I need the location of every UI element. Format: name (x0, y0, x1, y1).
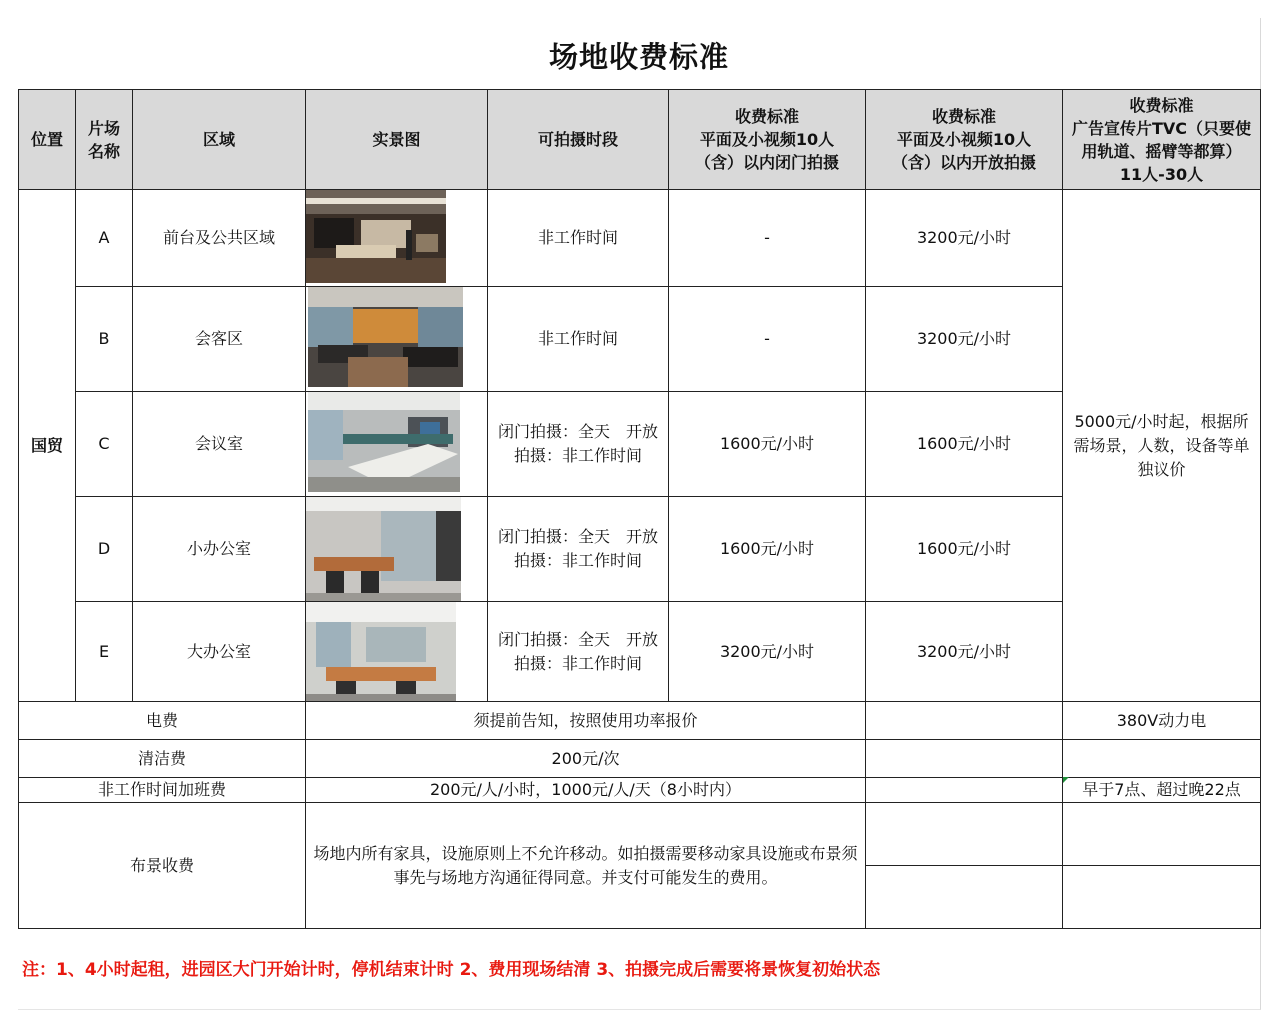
closed-price: - (669, 287, 866, 392)
meeting-room-photo (308, 392, 460, 492)
open-price: 3200元/小时 (866, 190, 1063, 287)
header-time-slot: 可拍摄时段 (488, 90, 669, 190)
scene-code: A (76, 190, 133, 287)
photo-cell (306, 497, 488, 602)
fee-empty (866, 866, 1063, 929)
area-name: 前台及公共区域 (133, 190, 306, 287)
fee-empty (866, 803, 1063, 866)
fee-empty (866, 740, 1063, 778)
area-name: 小办公室 (133, 497, 306, 602)
lounge-photo (308, 287, 463, 387)
header-open-price (866, 90, 1063, 190)
closed-price: 1600元/小时 (669, 392, 866, 497)
open-price: 3200元/小时 (866, 602, 1063, 702)
footnote: 注：1、4小时起租，进园区大门开始计时，停机结束计时 2、费用现场结清 3、拍摄完成后需要将景恢复初始状态 (22, 960, 881, 980)
fee-label: 清洁费 (19, 740, 306, 778)
header-open-price-text: 收费标准 平面及小视频10人 （含）以内开放拍摄 (891, 107, 1036, 172)
fee-empty (1063, 866, 1261, 929)
page-title: 场地收费标准 (548, 39, 729, 74)
time-slot: 闭门拍摄：全天 开放拍摄：非工作时间 (488, 497, 669, 602)
open-price: 3200元/小时 (866, 287, 1063, 392)
fee-extra: 380V动力电 (1063, 702, 1261, 740)
fee-extra: 早于7点、超过晚22点 (1063, 778, 1261, 803)
area-name: 会议室 (133, 392, 306, 497)
header-photo: 实景图 (306, 90, 488, 190)
fee-desc: 须提前告知，按照使用功率报价 (306, 702, 866, 740)
time-slot: 非工作时间 (488, 287, 669, 392)
tvc-price: 5000元/小时起，根据所需场景，人数，设备等单独议价 (1063, 190, 1261, 702)
table-row (19, 190, 1261, 287)
fee-label: 布景收费 (19, 803, 306, 929)
closed-price: 3200元/小时 (669, 602, 866, 702)
photo-cell (306, 190, 488, 287)
fee-empty (866, 702, 1063, 740)
header-closed-price-text: 收费标准 平面及小视频10人 （含）以内闭门拍摄 (694, 107, 839, 172)
fee-desc: 200元/人/小时，1000元/人/天（8小时内） (306, 778, 866, 803)
cell-comment-marker (1063, 777, 1069, 783)
fee-label: 非工作时间加班费 (19, 778, 306, 803)
photo-cell (306, 392, 488, 497)
scene-code: E (76, 602, 133, 702)
location-cell: 国贸 (19, 190, 76, 702)
scene-code: D (76, 497, 133, 602)
pricing-table (18, 89, 1261, 929)
small-office-photo (306, 497, 461, 601)
scene-code: B (76, 287, 133, 392)
fee-desc: 场地内所有家具，设施原则上不允许移动。如拍摄需要移动家具设施或布景须事先与场地方沟通征得同意。并支付可能发生的费用。 (306, 803, 866, 929)
area-name: 会客区 (133, 287, 306, 392)
reception-lobby-photo (306, 190, 446, 283)
header-position: 位置 (19, 90, 76, 190)
fee-row-electricity (19, 702, 1261, 740)
time-slot: 闭门拍摄：全天 开放拍摄：非工作时间 (488, 392, 669, 497)
scene-code: C (76, 392, 133, 497)
header-scene-name-text: 片场 名称 (87, 118, 120, 161)
photo-cell (306, 287, 488, 392)
fee-desc: 200元/次 (306, 740, 866, 778)
header-tvc-price (1063, 90, 1261, 190)
fee-row-overtime (19, 778, 1261, 803)
header-row (19, 90, 1261, 190)
fee-row-setup (19, 803, 1261, 866)
time-slot: 闭门拍摄：全天 开放拍摄：非工作时间 (488, 602, 669, 702)
fee-empty (1063, 803, 1261, 866)
fee-label: 电费 (19, 702, 306, 740)
large-office-photo (306, 602, 456, 701)
header-tvc-price-text: 收费标准 广告宣传片TVC（只要使用轨道、摇臂等都算） 11人-30人 (1071, 95, 1252, 184)
closed-price: - (669, 190, 866, 287)
header-scene-name (76, 90, 133, 190)
closed-price: 1600元/小时 (669, 497, 866, 602)
header-closed-price (669, 90, 866, 190)
open-price: 1600元/小时 (866, 497, 1063, 602)
open-price: 1600元/小时 (866, 392, 1063, 497)
area-name: 大办公室 (133, 602, 306, 702)
header-area: 区域 (133, 90, 306, 190)
time-slot: 非工作时间 (488, 190, 669, 287)
photo-cell (306, 602, 488, 702)
fee-empty (866, 778, 1063, 803)
fee-extra (1063, 740, 1261, 778)
fee-row-cleaning (19, 740, 1261, 778)
